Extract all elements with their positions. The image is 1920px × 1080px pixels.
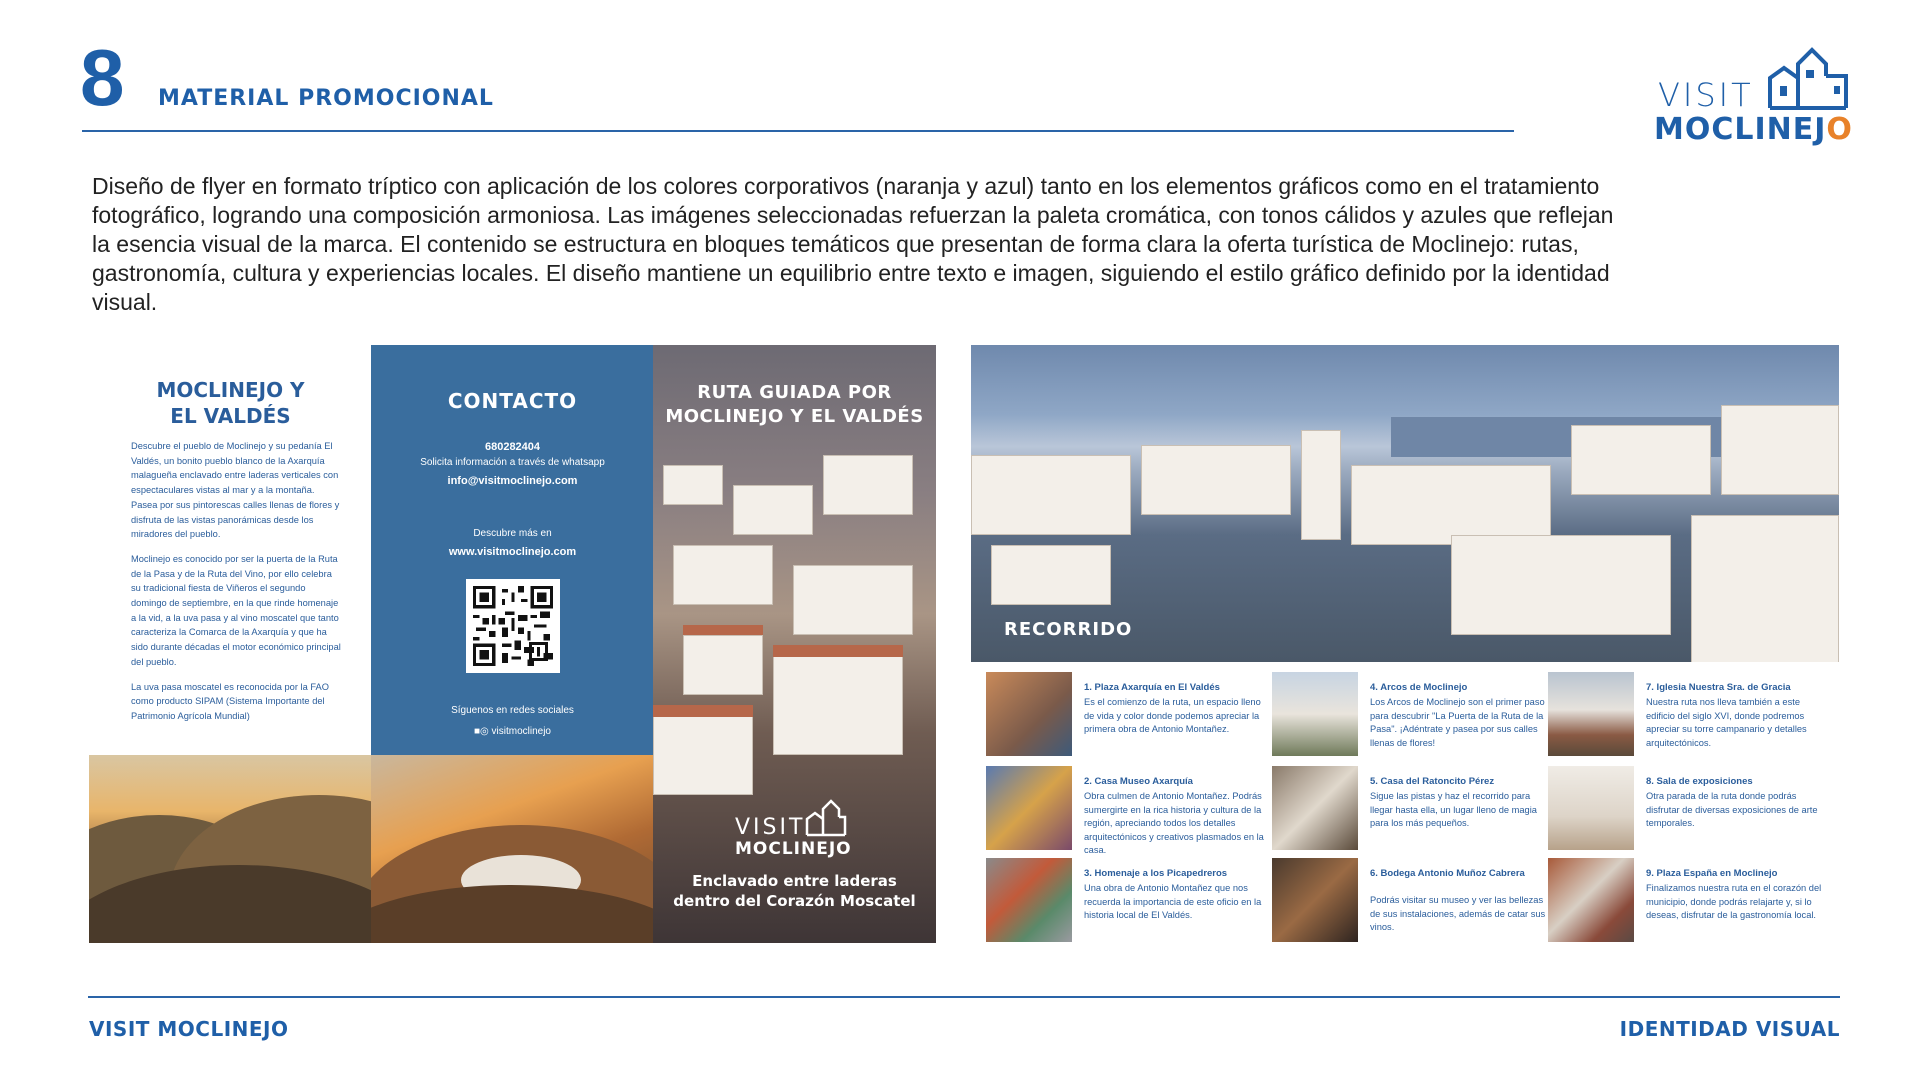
route-stop [986, 672, 1266, 758]
stop-thumbnail [1548, 858, 1634, 942]
stop-title: 2. Casa Museo Axarquía [1084, 776, 1193, 787]
panel-intro-text [131, 439, 343, 734]
logo-brand-text: MOCLINEJO [1654, 112, 1853, 147]
route-stop [1548, 672, 1828, 758]
house-logo-icon [1764, 42, 1854, 112]
contact-whatsapp-note: Solicita información a través de whatsapp [420, 457, 605, 468]
route-stop [1272, 672, 1552, 758]
stop-description: Otra parada de la ruta donde podrás disfrutar de diversas exposiciones de arte temporales. [1646, 791, 1818, 829]
stop-thumbnail [1548, 672, 1634, 756]
stop-description: Los Arcos de Moclinejo son el primer paso para descubrir "La Puerta de la Ruta de la Pasa". ¡Adéntrate y pasea por sus calles llenas de flores! [1370, 697, 1545, 748]
stop-title: 6. Bodega Antonio Muñoz Cabrera [1370, 868, 1525, 879]
route-stop [986, 858, 1266, 944]
sunset-landscape-photo [89, 755, 372, 943]
cover-logo-brand: MOCLINEJO [735, 839, 852, 859]
footer-brand: VISIT MOCLINEJO [89, 1017, 289, 1041]
stop-title: 9. Plaza España en Moclinejo [1646, 868, 1778, 879]
footer-section: IDENTIDAD VISUAL [1619, 1017, 1840, 1041]
header-divider [82, 130, 1514, 132]
village-sunset-photo [371, 755, 654, 943]
intro-paragraph: Diseño de flyer en formato tríptico con aplicación de los colores corporativos (naranja y azul) tanto en los elementos gráficos como en el tratamiento fotográfico, logrando una composición armoniosa. Las imágenes seleccionadas refuerzan la paleta cromática, con tonos cálidos y azules que reflejan la esencia visual de la marca. El contenido se estructura en bloques temáticos que presentan de forma clara la oferta turística de Moclinejo: rutas, gastronomía, cultura y experiencias locales. El diseño mantiene un equilibrio entre texto e imagen, siguiendo el estilo gráfico definido por la identidad visual. [92, 173, 1614, 315]
facebook-instagram-icon: ■◎ [473, 726, 492, 737]
stop-thumbnail [986, 858, 1072, 942]
panel-intro-paragraph: Moclinejo es conocido por ser la puerta de la Ruta de la Pasa y de la Ruta del Vino, por ello celebra su tradicional fiesta de Viñeros el segundo domingo de septiembre, en la que rinde homenaje a la vid, a la uva pasa y al vino moscatel que tanto caracteriza la Comarca de la Axarquía y que ha sido durante décadas el motor económico principal del pueblo. [131, 553, 341, 667]
contact-website: www.visitmoclinejo.com [448, 546, 577, 558]
stop-title: 4. Arcos de Moclinejo [1370, 682, 1468, 693]
stop-description: Es el comienzo de la ruta, un espacio lleno de vida y color donde podemos apreciar la primera obra de Antonio Montañez. [1084, 697, 1261, 735]
route-stop [1272, 766, 1552, 852]
contact-social-handle: ■◎ visitmoclinejo [473, 726, 551, 737]
stop-title: 7. Iglesia Nuestra Sra. de Gracia [1646, 682, 1791, 693]
route-stop [1548, 766, 1828, 852]
stop-title: 8. Sala de exposiciones [1646, 776, 1753, 787]
flyer-front [89, 345, 936, 943]
stop-description: Nuestra ruta nos lleva también a este edificio del siglo XVI, donde podremos apreciar su torre campanario y detalles arquitectónicos. [1646, 697, 1807, 748]
stop-thumbnail [1272, 858, 1358, 942]
route-stop [986, 766, 1266, 856]
flyer-panel-cover [653, 345, 936, 943]
route-stop [1548, 858, 1828, 944]
cover-tagline: Enclavado entre laderas dentro del Corazón Moscatel [673, 872, 916, 910]
stop-title: 3. Homenaje a los Picapedreros [1084, 868, 1228, 879]
stop-thumbnail [1272, 672, 1358, 756]
stop-description: Sigue las pistas y haz el recorrido para llegar hasta ella, un lugar lleno de magia para los más pequeños. [1370, 791, 1537, 829]
panel-intro-paragraph: La uva pasa moscatel es reconocida por la FAO como producto SIPAM (Sistema Importante del Patrimonio Agrícola Mundial) [131, 681, 329, 721]
stop-thumbnail [1548, 766, 1634, 850]
stop-description: Podrás visitar su museo y ver las bellezas de sus instalaciones, además de catar sus vinos. [1370, 895, 1546, 933]
contact-title: CONTACTO [447, 389, 578, 413]
stop-title: 5. Casa del Ratoncito Pérez [1370, 776, 1495, 787]
contact-email: info@visitmoclinejo.com [447, 475, 578, 487]
cover-title: RUTA GUIADA POR MOCLINEJO Y EL VALDÉS [665, 382, 924, 427]
section-number: 8 [80, 33, 125, 122]
stop-thumbnail [986, 672, 1072, 756]
cover-house-logo-icon [803, 797, 847, 837]
stop-description: Obra culmen de Antonio Montañez. Podrás sumergirte en la rica historia y cultura de la región, apreciando todos los detalles arquitectónicos y creativos plasmados en la casa. [1084, 791, 1264, 856]
qr-code [466, 579, 560, 673]
hero-label: RECORRIDO [1004, 619, 1133, 640]
section-title: MATERIAL PROMOCIONAL [158, 86, 494, 111]
flyer-panel-contact [371, 345, 654, 755]
contact-discover-label: Descubre más en [473, 528, 552, 539]
cover-logo-visit: VISIT [735, 815, 806, 840]
stop-thumbnail [986, 766, 1072, 850]
logo-visit-text: VISIT [1658, 76, 1754, 114]
logo-orange-o: O [1826, 112, 1853, 147]
route-stop [1272, 858, 1552, 944]
contact-phone: 680282404 [484, 441, 541, 453]
stop-title: 1. Plaza Axarquía en El Valdés [1084, 682, 1220, 693]
visit-moclinejo-logo [1652, 42, 1853, 147]
route-stops [986, 670, 1846, 950]
panel-intro-paragraph: Descubre el pueblo de Moclinejo y su pedanía El Valdés, un bonito pueblo blanco de la Axarquía malagueña enclavado entre laderas verticales con espectaculares vistas al mar y a la montaña. Pasea por sus pintorescas calles llenas de flores y disfruta de las vistas panorámicas desde los miradores del pueblo. [131, 441, 340, 540]
stop-thumbnail [1272, 766, 1358, 850]
panel-intro-title: MOCLINEJO Y EL VALDÉS [156, 378, 305, 428]
stop-description: Una obra de Antonio Montañez que nos recuerda la importancia de este oficio en la historia local de El Valdés. [1084, 883, 1262, 921]
village-dusk-hero-photo [971, 345, 1839, 662]
contact-social-label: Síguenos en redes sociales [451, 705, 574, 716]
stop-description: Finalizamos nuestra ruta en el corazón del municipio, donde podrás relajarte y, si lo deseas, disfrutar de la gastronomía local. [1646, 883, 1822, 921]
footer-divider [88, 996, 1840, 998]
flyer-panel-intro [89, 345, 372, 755]
